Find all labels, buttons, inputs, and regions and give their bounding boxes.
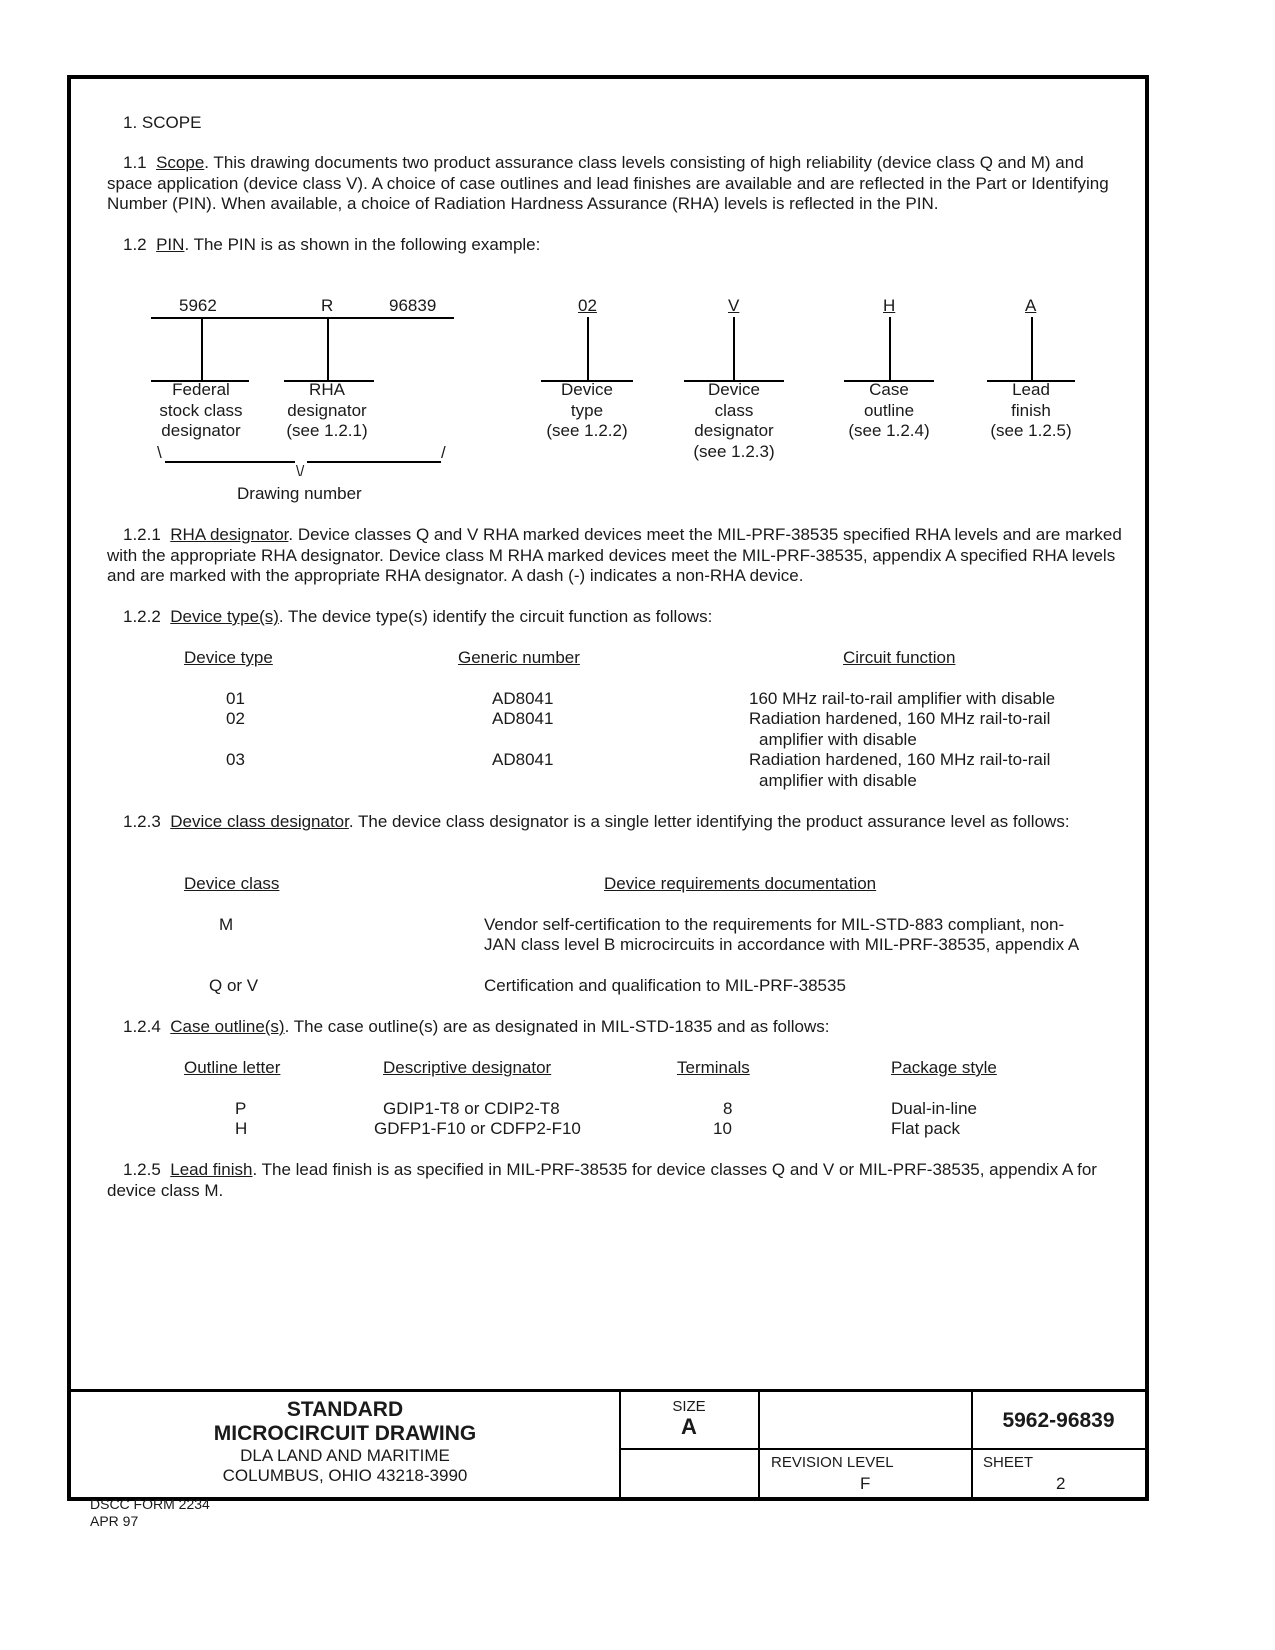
paragraph-1-2-1 [107, 525, 1127, 587]
para-title: Device class designator [170, 812, 349, 831]
brace-v: \/ [296, 463, 305, 480]
label-device-type: Device type (see 1.2.2) [546, 380, 628, 440]
col-header: Outline letter [184, 1058, 281, 1077]
col-header: Terminals [677, 1058, 750, 1077]
agency: DLA LAND AND MARITIME [240, 1446, 450, 1465]
para-text: . The case outline(s) are as designated in MIL-STD-1835 and as follows: [284, 1017, 830, 1036]
para-text: . The device type(s) identify the circuit function as follows: [278, 607, 713, 626]
connector-lead-finish [1031, 317, 1033, 380]
para-num: 1.2.5 [123, 1160, 161, 1179]
label-lead-finish: Lead finish (see 1.2.5) [990, 380, 1072, 440]
para-num: 1.1 [123, 153, 147, 172]
para-text: . The device class designator is a single letter identifying the product assurance level as follows: [348, 812, 1070, 831]
connector-fsc [201, 317, 203, 380]
drawing-number: 5962-96839 [1002, 1409, 1115, 1432]
label-case-outline: Case outline (see 1.2.4) [848, 380, 930, 440]
col-header: Circuit function [843, 648, 956, 667]
sheet-label: SHEET [983, 1454, 1034, 1471]
brace-line-right [307, 461, 441, 463]
para-title: Scope [156, 153, 205, 172]
paragraph-1-2 [107, 235, 1127, 256]
paragraph-1-2-4 [107, 1017, 1127, 1038]
revision-value: F [860, 1474, 871, 1493]
paragraph-1-2-2 [107, 607, 1127, 628]
paragraph-1-1 [107, 153, 1127, 215]
size-label: SIZE [672, 1398, 706, 1415]
revision-label: REVISION LEVEL [771, 1454, 894, 1471]
para-num: 1.2 [123, 235, 147, 254]
col-header: Device type [184, 648, 273, 667]
brace-left: \ [157, 443, 162, 462]
drawing-frame: 1. SCOPE 1.1 Scope. This drawing documents two product assurance class levels consisting of high reliability (device class Q and M) and space application (device class V). A choice of case outlines and lead finishes are available and are reflected in the Part or Identifying Number (PIN). When available, a choice of Radiation Hardness Assurance (RHA) levels is reflected in the PIN. 1.2 PIN. The PIN is as shown in the following example: 5962 R 96839 Federal stock class designator RHA designator (see 1.2.1) \ / \/ Drawing number 02 Device type (see 1.2.2) V Device class designator (see 1.2.3) H Case outline (see 1.2.4) A Lead finish (see 1.2.5) 1.2.1 RHA designator. Device classes Q and V RHA marked devices meet the MIL-PRF-38535 specified RHA levels and are marked with the appropriate RHA designator. Device class M RHA marked devices meet the MIL-PRF-38535, appendix A specified RHA levels and are marked with the appropriate RHA designator. A dash (-) indicates a non-RHA device. 1.2.2 Device type(s). The device type(s) identify the circuit function as follows: Device type Generic number Circuit function 01 AD8041 160 MHz rail-to-rail amplifier with disable 02 AD8041 Radiation hardened, 160 MHz rail-to-rail amplifier with disable 03 AD8041 Radiation hardened, 160 MHz rail-to-rail amplifier with disable 1.2.3 Device class designator. The device class designator is a single letter identifying the product assurance level as follows: Device class Device requirements documentation M Vendor self-certification to the requirements for MIL-STD-883 compliant, non- JAN class level B microcircuits in accordance with MIL-PRF-38535, appendix A Q or V Certification and qualification to MIL-PRF-38535 1.2.4 Case outline(s). The case outline(s) are as designated in MIL-STD-1835 and as follows: Outline letter Descriptive designator Terminals Package style P GDIP1-T8 or CDIP2-T8 8 Dual-in-line H GDFP1-F10 or CDFP2-F10 10 Flat pack 1.2.5 Lead finish. The lead finish is as specified in MIL-PRF-38535 for device classes Q and V or MIL-PRF-38535, appendix A for device class M. STANDARD MICROCIRCUIT DRAWING DLA LAND AND MARITIME COLUMBUS, OHIO 43218-3990 SIZE A 5962-96839 REVISION LEVEL F SHEET 2 [67, 75, 1149, 1501]
label-device-class: Device class designator (see 1.2.3) [693, 380, 775, 461]
sheet-value: 2 [1056, 1474, 1066, 1493]
connector-case-outline [889, 317, 891, 380]
size-value: A [681, 1414, 697, 1439]
col-header: Package style [891, 1058, 997, 1077]
para-num: 1.2.2 [123, 607, 161, 626]
para-num: 1.2.1 [123, 525, 161, 544]
pin-fsc: 5962 [179, 296, 217, 315]
para-text: . The PIN is as shown in the following example: [184, 235, 541, 254]
label-rha: RHA designator (see 1.2.1) [286, 380, 368, 440]
divider [619, 1448, 1145, 1450]
pin-top-line [151, 317, 454, 319]
address: COLUMBUS, OHIO 43218-3990 [222, 1466, 468, 1485]
pin-case-outline: H [883, 296, 896, 315]
connector-rha [327, 317, 329, 380]
title-standard: STANDARD [286, 1398, 404, 1421]
para-title: Case outline(s) [170, 1017, 285, 1036]
form-footer [90, 1496, 210, 1530]
para-text: . This drawing documents two product assurance class levels consisting of high reliability (device class Q and M) and space application (device class V). A choice of case outlines and lead finishes are available and are reflected in the Part or Identifying Number (PIN). When available, a choice of Radiation Hardness Assurance (RHA) levels is reflected in the PIN. [107, 153, 1109, 213]
form-date: APR 97 [90, 1513, 139, 1529]
label-fsc: Federal stock class designator [159, 380, 243, 440]
brace-right: / [441, 443, 446, 462]
pin-device-class: V [728, 296, 740, 315]
pin-drawing: 96839 [389, 296, 437, 315]
divider [758, 1392, 760, 1500]
connector-device-type [587, 317, 589, 380]
para-text: . The lead finish is as specified in MIL-PRF-38535 for device classes Q and V or MIL-PRF-38535, appendix A for device class M. [107, 1160, 1097, 1200]
drawing-number-label: Drawing number [237, 484, 362, 503]
col-header: Device requirements documentation [604, 874, 877, 893]
form-number: DSCC FORM 2234 [90, 1496, 210, 1512]
para-num: 1.2.4 [123, 1017, 161, 1036]
pin-lead-finish: A [1025, 296, 1037, 315]
para-title: Lead finish [170, 1160, 253, 1179]
paragraph-1-2-5 [107, 1160, 1127, 1201]
para-num: 1.2.3 [123, 812, 161, 831]
title-microcircuit: MICROCIRCUIT DRAWING [213, 1422, 477, 1445]
para-title: Device type(s) [170, 607, 279, 626]
pin-rha: R [321, 296, 334, 315]
pin-device-type: 02 [578, 296, 597, 315]
para-text: . Device classes Q and V RHA marked devices meet the MIL-PRF-38535 specified RHA levels and are marked with the appropriate RHA designator. Device class M RHA marked devices meet the MIL-PRF-38535, appendix A specified RHA levels and are marked with the appropriate RHA designator. A dash (-) indicates a non-RHA device. [107, 525, 1122, 585]
title-cell [71, 1392, 619, 1500]
para-title: PIN [156, 235, 185, 254]
paragraph-1-2-3 [107, 812, 1127, 833]
size-cell [620, 1392, 758, 1448]
para-title: RHA designator [170, 525, 289, 544]
title-block [71, 1389, 1145, 1500]
col-header: Descriptive designator [383, 1058, 552, 1077]
connector-device-class [733, 317, 735, 380]
col-header: Generic number [458, 648, 580, 667]
brace-line-left [165, 461, 295, 463]
col-header: Device class [184, 874, 280, 893]
section-heading: 1. SCOPE [123, 113, 202, 132]
